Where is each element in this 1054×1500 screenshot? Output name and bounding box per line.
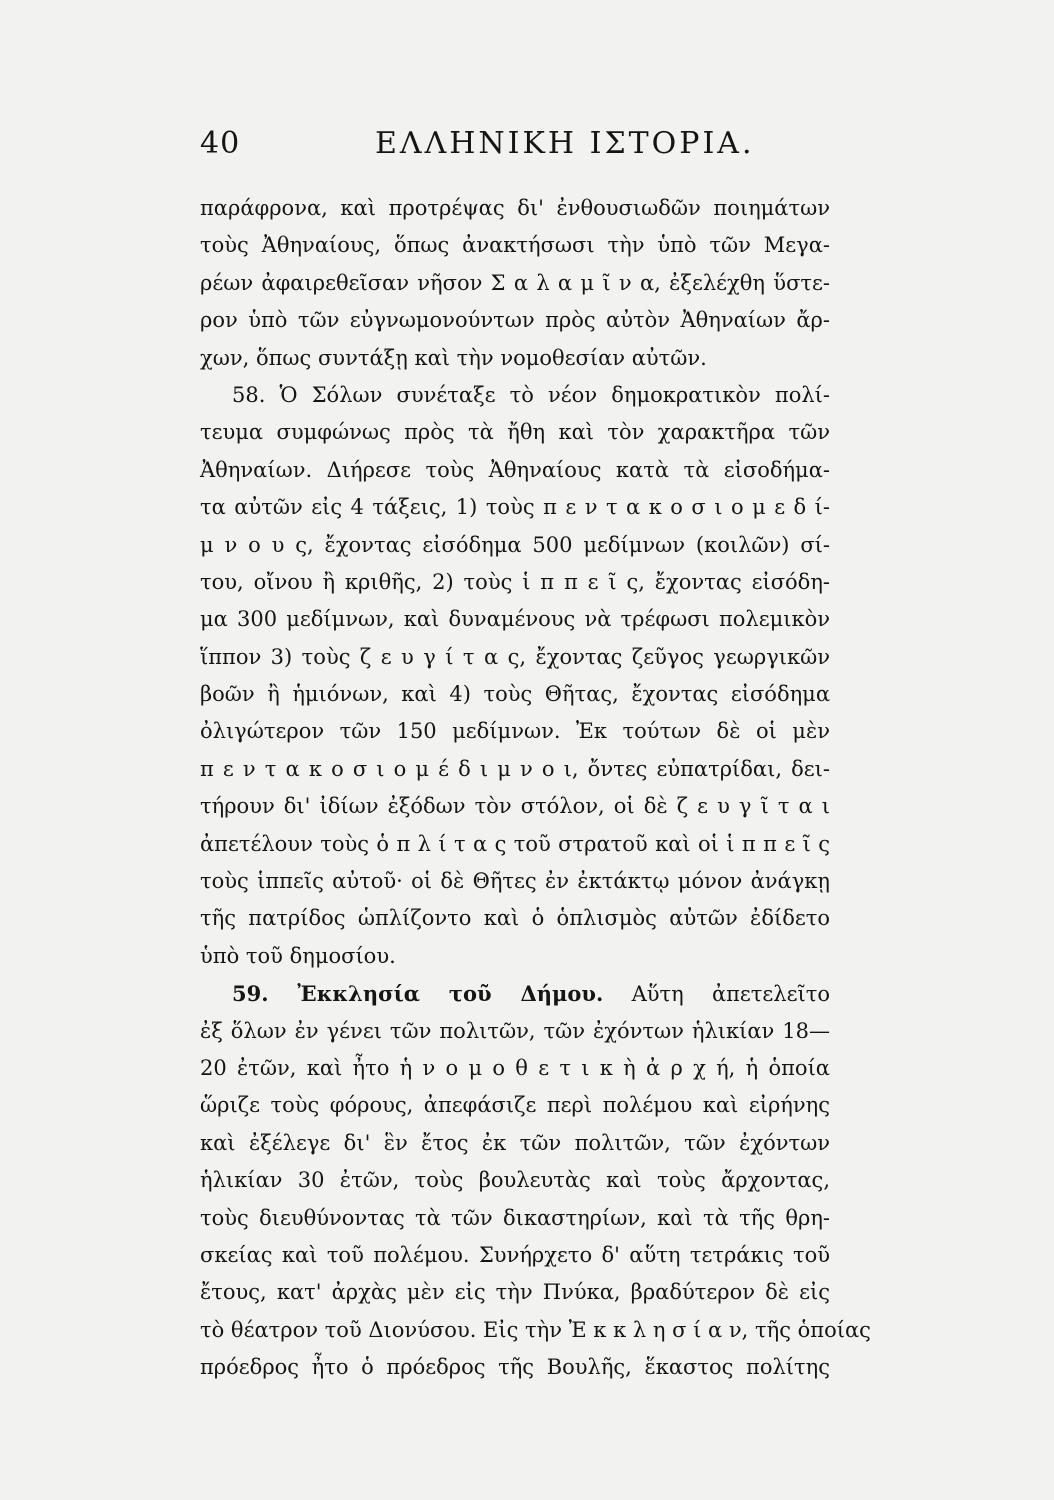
text-line: ὥριζε τοὺς φόρους, ἀπεφάσιζε περὶ πολέμου καὶ εἰρήνης bbox=[200, 1093, 830, 1118]
text-line: π ε ν τ α κ ο σ ι ο μ έ δ ι μ ν ο ι, ὄντες εὐπατρίδαι, δει- bbox=[200, 756, 830, 781]
text-line: τοὺς Ἀθηναίους, ὅπως ἀνακτήσωσι τὴν ὑπὸ τῶν Μεγα- bbox=[200, 233, 830, 258]
text-line: τοὺς ἱππεῖς αὐτοῦ· οἱ δὲ Θῆτες ἐν ἐκτάκτῳ μόνον ἀνάγκῃ bbox=[200, 869, 830, 894]
text-line: τὸ θέατρον τοῦ Διονύσου. Εἰς τὴν Ἐ κ κ λ η σ ί α ν, τῆς ὁποίας bbox=[200, 1317, 871, 1342]
text-line: τήρουν δι' ἰδίων ἐξόδων τὸν στόλον, οἱ δὲ ζ ε υ γ ῖ τ α ι bbox=[200, 794, 830, 819]
text-line: Ἀθηναίων. Διήρεσε τοὺς Ἀθηναίους κατὰ τὰ εἰσοδήμα- bbox=[200, 457, 830, 482]
text-line: τευμα συμφώνως πρὸς τὰ ἤθη καὶ τὸν χαρακτῆρα τῶν bbox=[200, 420, 830, 445]
page-number: 40 bbox=[200, 126, 241, 161]
text-line: ἵππον 3) τοὺς ζ ε υ γ ί τ α ς, ἔχοντας ζεῦγος γεωργικῶν bbox=[200, 644, 830, 669]
page-header bbox=[200, 118, 830, 168]
text-line: τα αὐτῶν εἰς 4 τάξεις, 1) τοὺς π ε ν τ α κ ο σ ι ο μ ε δ ί- bbox=[200, 495, 830, 520]
text-line: σκείας καὶ τοῦ πολέμου. Συνήρχετο δ' αὕτη τετράκις τοῦ bbox=[200, 1242, 830, 1267]
text-line: ρέων ἀφαιρεθεῖσαν νῆσον Σ α λ α μ ῖ ν α, ἐξελέχθη ὕστε- bbox=[200, 270, 830, 295]
running-title: ΕΛΛΗΝΙΚΗ ΙΣΤΟΡΙΑ. bbox=[375, 126, 755, 161]
text-line: ἡλικίαν 30 ἐτῶν, τοὺς βουλευτὰς καὶ τοὺς ἄρχοντας, bbox=[200, 1168, 830, 1193]
text-line: βοῶν ἢ ἡμιόνων, καὶ 4) τοὺς Θῆτας, ἔχοντας εἰσόδημα bbox=[200, 682, 830, 707]
section-59-text: Αὕτη ἀπετελεῖτο bbox=[631, 982, 830, 1007]
text-line: ἔτους, κατ' ἀρχὰς μὲν εἰς τὴν Πνύκα, βραδύτερον δὲ εἰς bbox=[200, 1280, 830, 1305]
text-line: ἐξ ὅλων ἐν γένει τῶν πολιτῶν, τῶν ἐχόντων ἡλικίαν 18— bbox=[200, 1018, 830, 1043]
text-line: 20 ἐτῶν, καὶ ἦτο ἡ ν ο μ ο θ ε τ ι κ ὴ ἀ ρ χ ή, ἡ ὁποία bbox=[200, 1055, 830, 1080]
body-text bbox=[200, 190, 871, 1387]
text-line: του, οἴνου ἢ κριθῆς, 2) τοὺς ἱ π π ε ῖ ς, ἔχοντας εἰσόδη- bbox=[200, 569, 830, 594]
text-line: μ ν ο υ ς, ἔχοντας εἰσόδημα 500 μεδίμνων (κοιλῶν) σί- bbox=[200, 532, 830, 557]
text-line: ἀπετέλουν τοὺς ὁ π λ ί τ α ς τοῦ στρατοῦ καὶ οἱ ἱ π π ε ῖ ς bbox=[200, 831, 830, 856]
section-59-start bbox=[200, 975, 830, 1012]
text-line: ρον ὑπὸ τῶν εὐγνωμονούντων πρὸς αὐτὸν Ἀθηναίων ἄρ- bbox=[200, 308, 830, 333]
section-58-start: 58. Ὁ Σόλων συνέταξε τὸ νέον δημοκρατικὸν πολί- bbox=[232, 382, 830, 407]
text-line: ὑπὸ τοῦ δημοσίου. bbox=[200, 943, 396, 968]
text-line: καὶ ἐξέλεγε δι' ἓν ἔτος ἐκ τῶν πολιτῶν, τῶν ἐχόντων bbox=[200, 1130, 830, 1155]
text-line: χων, ὅπως συντάξῃ καὶ τὴν νομοθεσίαν αὐτῶν. bbox=[200, 345, 707, 370]
text-line: τῆς πατρίδος ὡπλίζοντο καὶ ὁ ὁπλισμὸς αὐτῶν ἐδίδετο bbox=[200, 906, 830, 931]
section-59-heading: 59. Ἐκκλησία τοῦ Δήμου. bbox=[232, 981, 604, 1007]
text-line: τοὺς διευθύνοντας τὰ τῶν δικαστηρίων, καὶ τὰ τῆς θρη- bbox=[200, 1205, 830, 1230]
text-line: παράφρονα, καὶ προτρέψας δι' ἐνθουσιωδῶν ποιημάτων bbox=[200, 196, 830, 220]
text-line: ὀλιγώτερον τῶν 150 μεδίμνων. Ἐκ τούτων δὲ οἱ μὲν bbox=[200, 719, 830, 744]
text-line: πρόεδρος ἦτο ὁ πρόεδρος τῆς Βουλῆς, ἕκαστος πολίτης bbox=[200, 1355, 830, 1380]
text-line: μα 300 μεδίμνων, καὶ δυναμένους νὰ τρέφωσι πολεμικὸν bbox=[200, 607, 830, 632]
